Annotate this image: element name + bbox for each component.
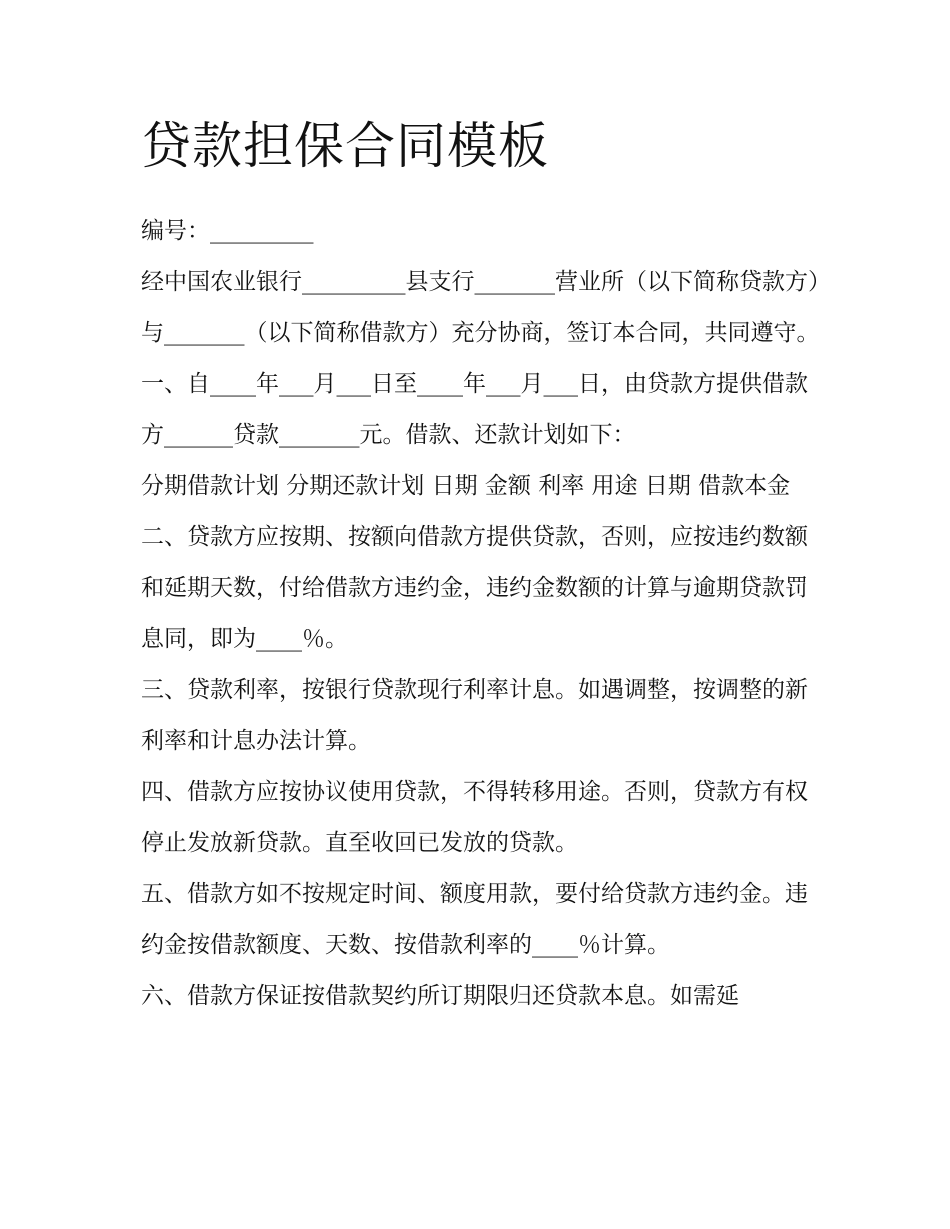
clause-5-paragraph: 五、借款方如不按规定时间、额度用款，要付给贷款方违约金。违约金按借款额度、天数、按借款利率的____％计算。 bbox=[141, 881, 808, 958]
clause-6-paragraph: 六、借款方保证按借款契约所订期限归还贷款本息。如需延 bbox=[141, 983, 739, 1009]
clause-4-paragraph: 四、借款方应按协议使用贷款，不得转移用途。否则，贷款方有权停止发放新贷款。直至收回已发放的贷款。 bbox=[141, 779, 808, 856]
document-page bbox=[141, 112, 821, 1022]
clause-2-paragraph: 二、贷款方应按期、按额向借款方提供贷款，否则，应按违约数额和延期天数，付给借款方违约金，违约金数额的计算与逾期贷款罚息同，即为____％。 bbox=[141, 524, 808, 652]
plan-header-line: 分期借款计划 分期还款计划 日期 金额 利率 用途 日期 借款本金 bbox=[141, 473, 791, 499]
clause-3-paragraph: 三、贷款利率，按银行贷款现行利率计息。如遇调整，按调整的新利率和计息办法计算。 bbox=[141, 677, 808, 754]
document-title: 贷款担保合同模板 bbox=[141, 117, 549, 175]
contract-number-line: 编号：_________ bbox=[141, 218, 314, 244]
clause-1-paragraph: 一、自____年___月___日至____年___月___日，由贷款方提供借款方______贷款_______元。借款、还款计划如下： bbox=[141, 371, 808, 448]
preamble-paragraph: 经中国农业银行_________县支行_______营业所（以下简称贷款方）与_______（以下简称借款方）充分协商，签订本合同，共同遵守。 bbox=[141, 269, 820, 346]
